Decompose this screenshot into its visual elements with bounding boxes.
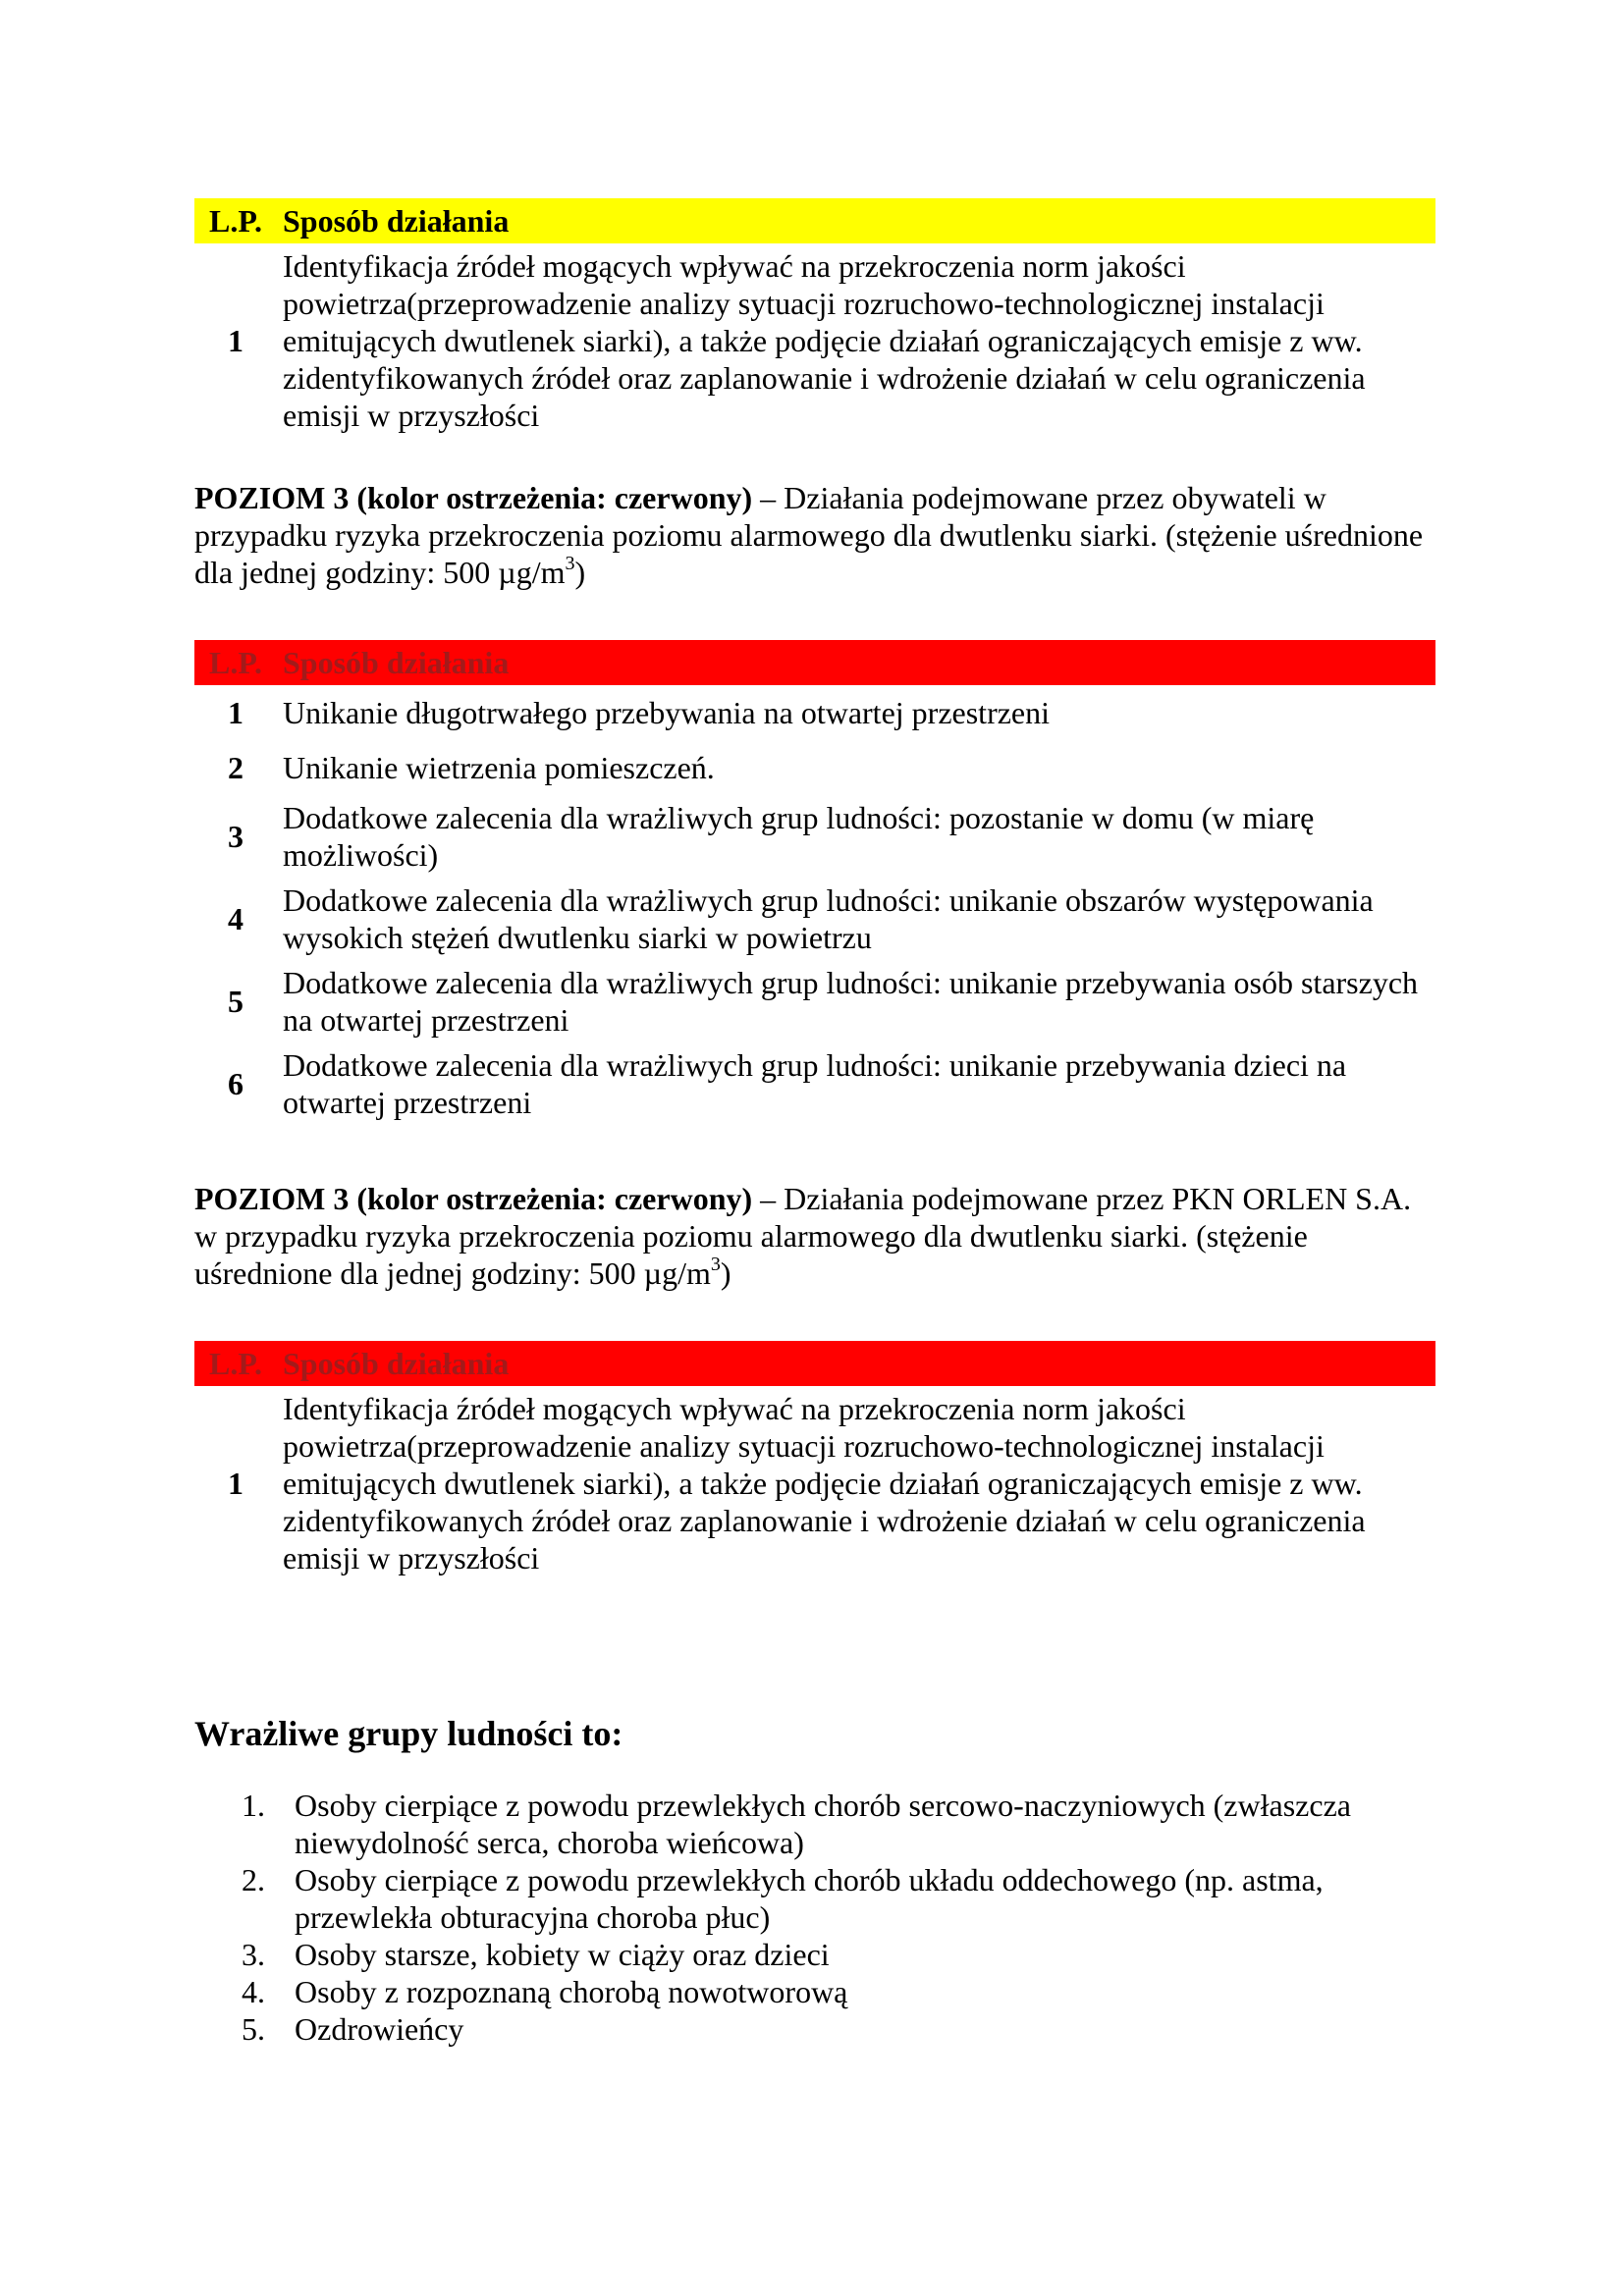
table-header-row <box>194 640 1435 685</box>
level-title: POZIOM 3 (kolor ostrzeżenia: czerwony) <box>194 480 753 515</box>
table-header-row <box>194 1341 1435 1386</box>
row-text: Dodatkowe zalecenia dla wrażliwych grup ludności: pozostanie w domu (w miarę możliwości) <box>283 800 1315 873</box>
list-text: Osoby cierpiące z powodu przewlekłych chorób układu oddechowego (np. astma, przewlekła obturacyjna choroba płuc) <box>295 1862 1324 1935</box>
row-text: Identyfikacja źródeł mogących wpływać na przekroczenia norm jakości powietrza(przeprowadzenie analizy sytuacji rozruchowo-technologicznej instalacji emitujących dwutlenek siarki), a także podjęcie działań ograniczających emisje z ww. zidentyfikowanych źródeł oraz zaplanowanie i wdrożenie działań w celu ograniczenia emisji w przyszłości <box>283 248 1366 433</box>
list-number: 4. <box>242 1974 265 2009</box>
paragraph-end: ) <box>720 1255 731 1291</box>
lp-header: L.P. <box>194 1341 277 1386</box>
row-number: 2 <box>228 750 244 785</box>
table-row <box>194 878 1435 960</box>
row-text: Identyfikacja źródeł mogących wpływać na przekroczenia norm jakości powietrza(przeprowadzenie analizy sytuacji rozruchowo-technologicznej instalacji emitujących dwutlenek siarki), a także podjęcie działań ograniczających emisje z ww. zidentyfikowanych źródeł oraz zaplanowanie i wdrożenie działań w celu ograniczenia emisji w przyszłości <box>283 1391 1366 1575</box>
level3-orlen-paragraph <box>194 1180 1441 1292</box>
list-item <box>194 1936 1441 1973</box>
row-number: 1 <box>228 323 244 358</box>
level-title: POZIOM 3 (kolor ostrzeżenia: czerwony) <box>194 1181 753 1216</box>
table-level3-orlen <box>194 1341 1435 1580</box>
table-row <box>194 243 1435 438</box>
superscript: 3 <box>710 1254 721 1275</box>
lp-header: L.P. <box>194 640 277 685</box>
row-number: 5 <box>228 984 244 1019</box>
list-item <box>194 1973 1441 2010</box>
table-level2-orlen <box>194 198 1435 438</box>
table-header-row <box>194 198 1435 243</box>
list-item <box>194 2010 1441 2048</box>
desc-header: Sposób działania <box>277 198 1435 243</box>
actions-table <box>194 1341 1435 1580</box>
desc-header: Sposób działania <box>277 640 1435 685</box>
row-number: 6 <box>228 1066 244 1101</box>
list-item <box>194 1861 1441 1936</box>
row-text: Unikanie długotrwałego przebywania na otwartej przestrzeni <box>283 695 1051 730</box>
list-text: Osoby starsze, kobiety w ciąży oraz dzieci <box>295 1937 830 1972</box>
row-text: Unikanie wietrzenia pomieszczeń. <box>283 750 715 785</box>
list-item <box>194 1787 1441 1861</box>
table-level3-citizens <box>194 640 1435 1125</box>
list-number: 5. <box>242 2011 265 2047</box>
superscript: 3 <box>565 553 575 574</box>
table-row <box>194 795 1435 878</box>
sensitive-groups-list <box>194 1787 1441 2048</box>
row-text: Dodatkowe zalecenia dla wrażliwych grup ludności: unikanie obszarów występowania wysokich stężeń dwutlenku siarki w powietrzu <box>283 882 1374 955</box>
lp-header: L.P. <box>194 198 277 243</box>
table-row <box>194 1386 1435 1580</box>
row-number: 1 <box>228 1466 244 1501</box>
table-row <box>194 1042 1435 1125</box>
list-number: 2. <box>242 1862 265 1897</box>
row-text: Dodatkowe zalecenia dla wrażliwych grup ludności: unikanie przebywania osób starszych na otwartej przestrzeni <box>283 965 1419 1038</box>
list-number: 1. <box>242 1788 265 1823</box>
paragraph-end: ) <box>574 555 586 590</box>
row-number: 1 <box>228 695 244 730</box>
table-row <box>194 740 1435 795</box>
actions-table <box>194 198 1435 438</box>
table-row <box>194 960 1435 1042</box>
sensitive-groups-heading: Wrażliwe grupy ludności to: <box>194 1714 623 1753</box>
row-number: 4 <box>228 901 244 936</box>
list-text: Osoby cierpiące z powodu przewlekłych chorób sercowo-naczyniowych (zwłaszcza niewydolność serca, choroba wieńcowa) <box>295 1788 1351 1860</box>
paragraph-text: – Działania podejmowane przez PKN ORLEN S.A. w przypadku ryzyka przekroczenia poziomu alarmowego dla dwutlenku siarki. (stężenie uśrednione dla jednej godziny: 500 µg/m <box>194 1181 1412 1291</box>
row-number: 3 <box>228 819 244 854</box>
list-number: 3. <box>242 1937 265 1972</box>
table-row <box>194 685 1435 740</box>
desc-header: Sposób działania <box>277 1341 1435 1386</box>
list-text: Ozdrowieńcy <box>295 2011 464 2047</box>
row-text: Dodatkowe zalecenia dla wrażliwych grup ludności: unikanie przebywania dzieci na otwartej przestrzeni <box>283 1047 1347 1120</box>
paragraph-text: – Działania podejmowane przez obywateli w przypadku ryzyka przekroczenia poziomu alarmowego dla dwutlenku siarki. (stężenie uśrednione dla jednej godziny: 500 µg/m <box>194 480 1424 590</box>
list-text: Osoby z rozpoznaną chorobą nowotworową <box>295 1974 848 2009</box>
level3-citizens-paragraph <box>194 479 1441 591</box>
actions-table <box>194 640 1435 1125</box>
